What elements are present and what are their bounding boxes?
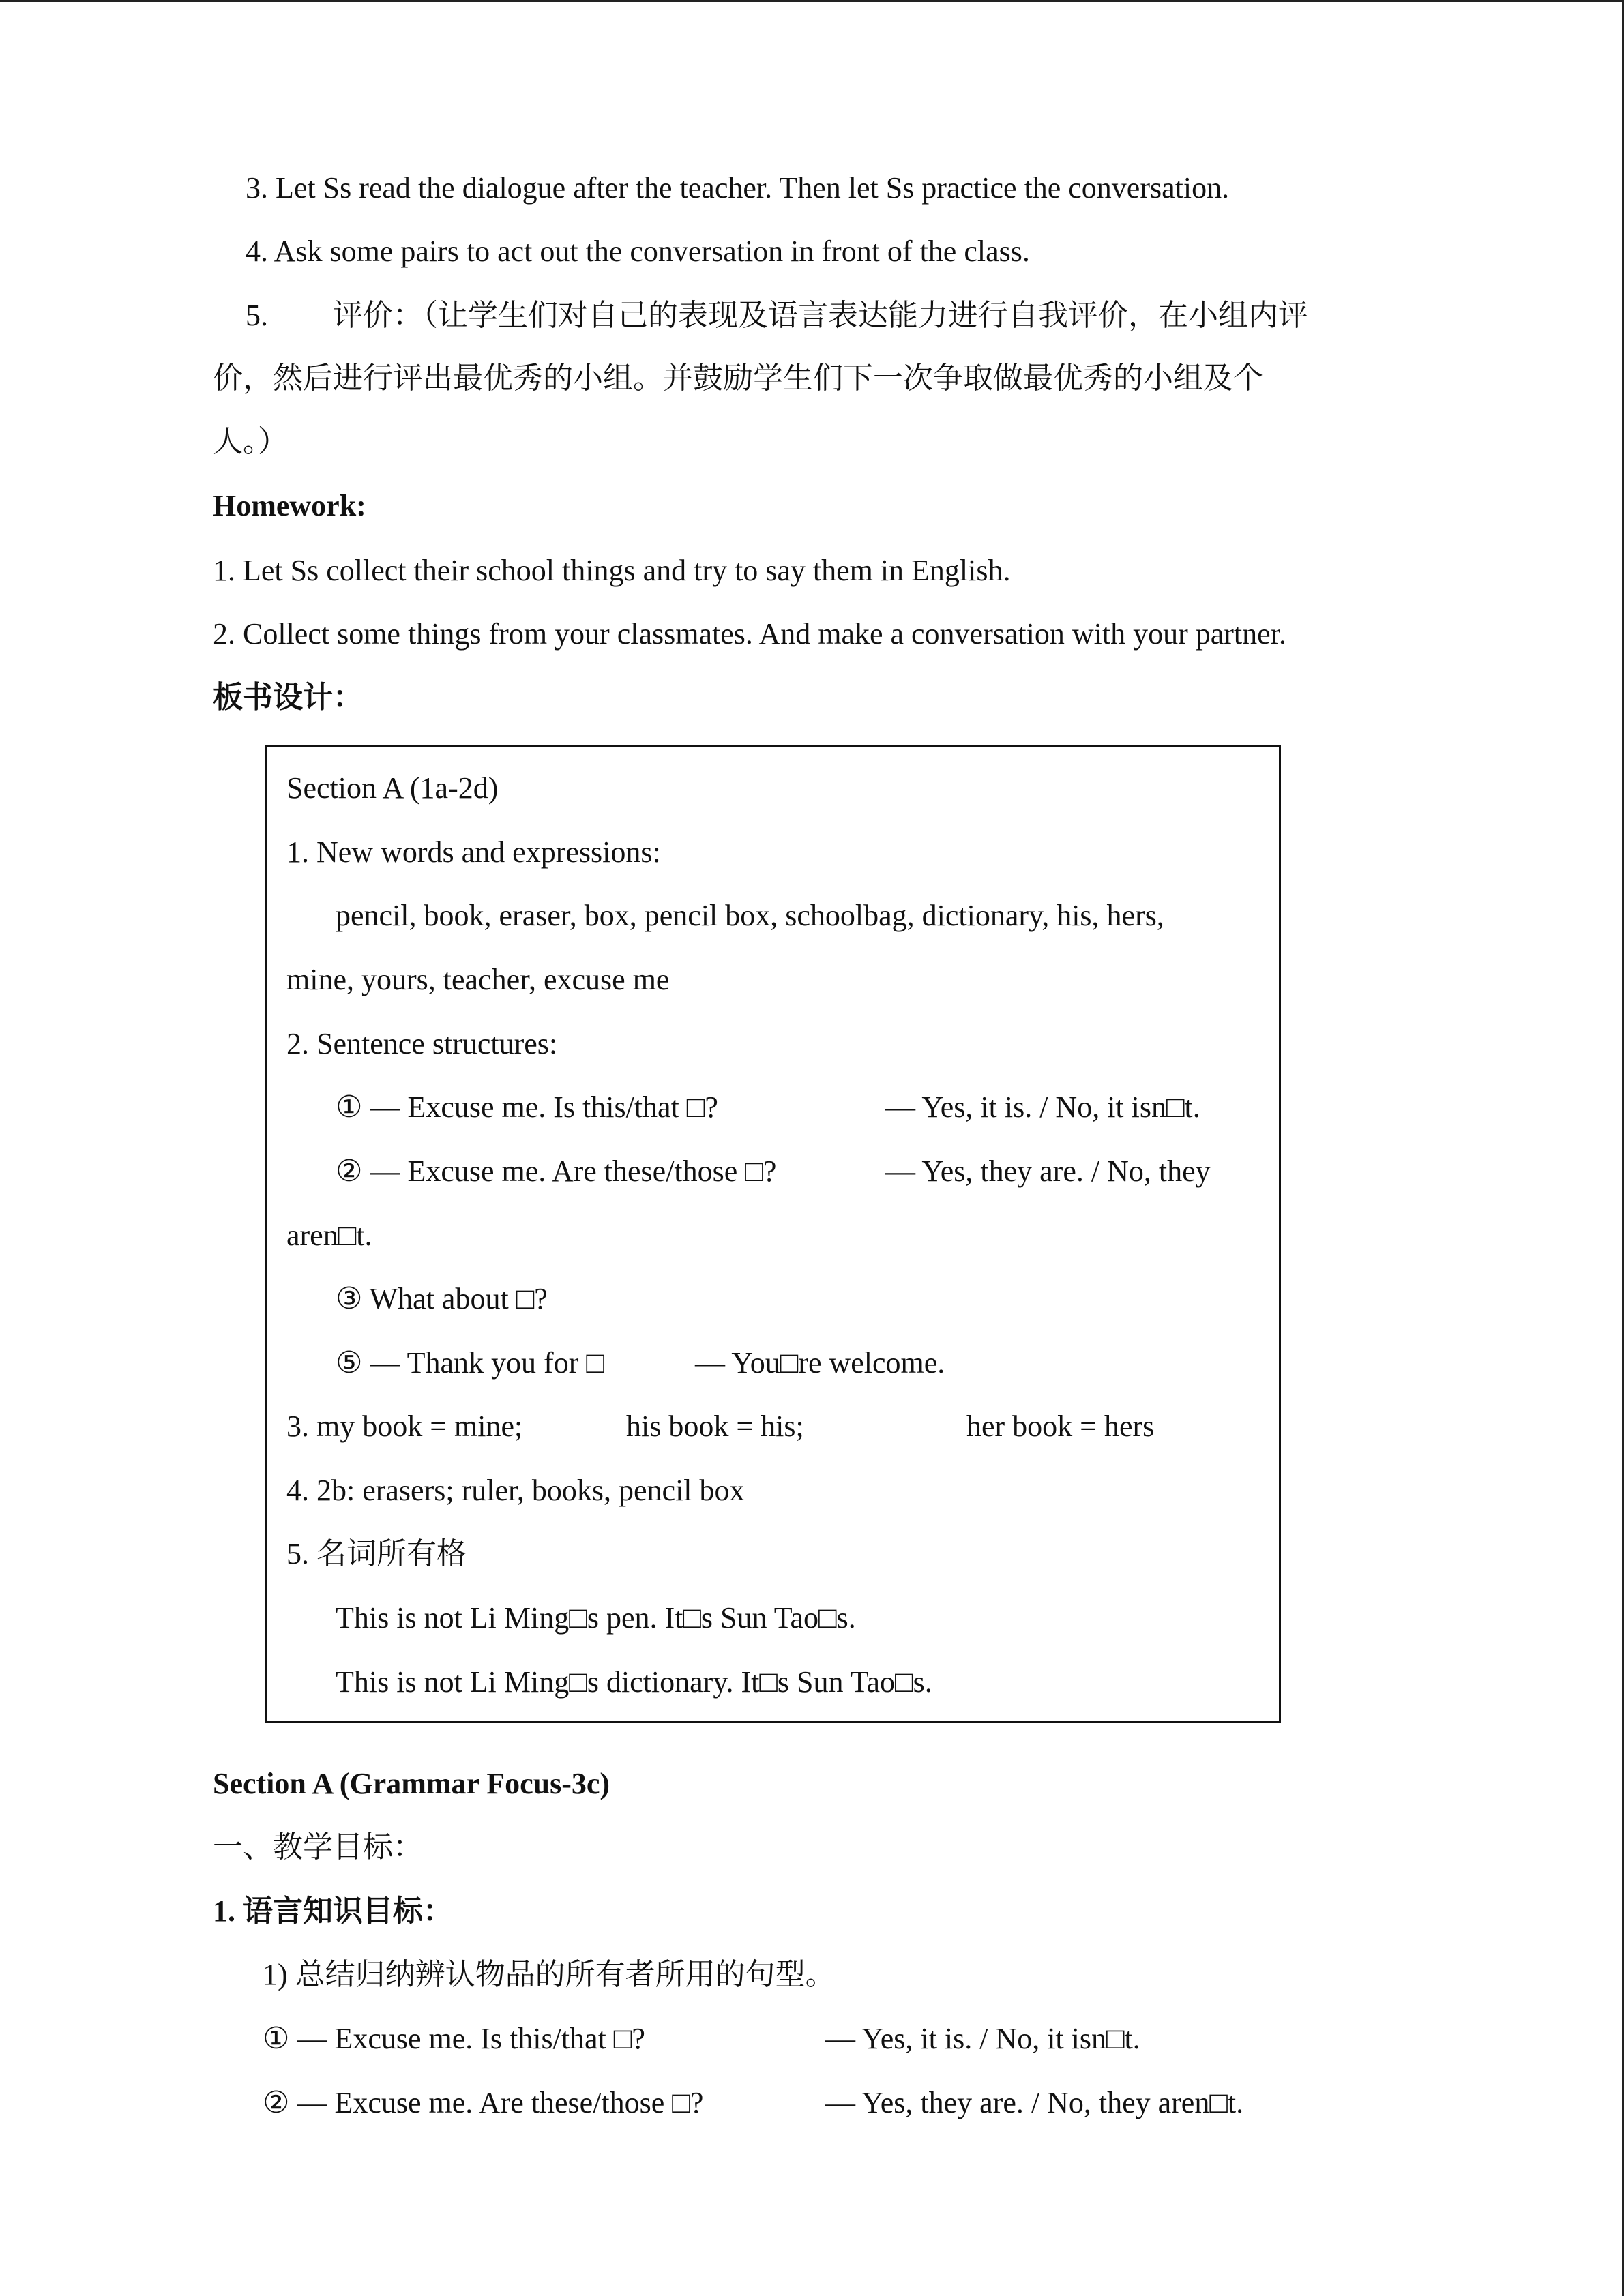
board-structure-2-answer: — Yes, they are. / No, they (885, 1154, 1211, 1188)
lesson-step-5-line2: 价，然后进行评出最优秀的小组。并鼓励学生们下一次争取做最优秀的小组及个 (213, 361, 1263, 395)
board-structure-1-answer: — Yes, it is. / No, it isn□t. (885, 1090, 1200, 1124)
board-structure-2-continuation: aren□t. (286, 1219, 372, 1252)
board-structure-5-question: ⑤ — Thank you for □ (336, 1346, 604, 1380)
board-structure-1-question: ① — Excuse me. Is this/that □? (336, 1090, 718, 1124)
board-possessive-3: her book = hers (966, 1410, 1155, 1443)
page-top-border (0, 0, 1624, 2)
board-structure-5-answer: — You□re welcome. (695, 1346, 945, 1380)
lesson-step-4: 4. Ask some pairs to act out the conversation in front of the class. (246, 235, 1030, 268)
board-structure-3: ③ What about □? (336, 1282, 548, 1315)
board-possessive-2: his book = his; (626, 1410, 804, 1443)
lesson-step-5-line1: 评价：（让学生们对自己的表现及语言表达能力进行自我评价，在小组内评 (333, 299, 1308, 332)
section-goals-heading: 一、教学目标： (213, 1830, 423, 1864)
board-design-heading: 板书设计： (213, 681, 363, 714)
board-words-line2: mine, yours, teacher, excuse me (286, 963, 670, 996)
board-words-line1: pencil, book, eraser, box, pencil box, schoolbag, dictionary, his, hers, (336, 899, 1164, 932)
board-example-1: This is not Li Ming□s pen. It□s Sun Tao□s. (336, 1601, 856, 1635)
section-a2: — Yes, they are. / No, they aren□t. (825, 2086, 1244, 2119)
lesson-step-5-number: 5. (246, 299, 268, 332)
section-q2: ② — Excuse me. Are these/those □? (263, 2086, 704, 2119)
board-possessive-1: 3. my book = mine; (286, 1410, 523, 1443)
homework-item-1: 1. Let Ss collect their school things and try to say them in English. (213, 554, 1011, 587)
section-title: Section A (Grammar Focus-3c) (213, 1767, 610, 1800)
lesson-step-3: 3. Let Ss read the dialogue after the teacher. Then let Ss practice the conversation. (246, 171, 1230, 205)
section-point-1: 1) 总结归纳辨认物品的所有者所用的句型。 (263, 1958, 836, 1991)
lesson-step-5-line3: 人。） (213, 425, 288, 458)
board-item-4: 4. 2b: erasers; ruler, books, pencil box (286, 1474, 745, 1507)
board-example-2: This is not Li Ming□s dictionary. It□s Sun Tao□s. (336, 1665, 932, 1699)
section-q1: ① — Excuse me. Is this/that □? (263, 2022, 645, 2055)
board-title: Section A (1a-2d) (286, 771, 499, 805)
homework-item-2: 2. Collect some things from your classmates. And make a conversation with your partner. (213, 617, 1286, 651)
section-a1: — Yes, it is. / No, it isn□t. (825, 2022, 1140, 2055)
homework-heading: Homework: (213, 489, 366, 522)
section-knowledge-heading: 1. 语言知识目标： (213, 1894, 453, 1928)
board-item-5: 5. 名词所有格 (286, 1537, 467, 1570)
board-words-heading: 1. New words and expressions: (286, 835, 661, 869)
board-design-box (265, 745, 1281, 1723)
board-structures-heading: 2. Sentence structures: (286, 1027, 558, 1060)
board-structure-2-question: ② — Excuse me. Are these/those □? (336, 1154, 777, 1188)
